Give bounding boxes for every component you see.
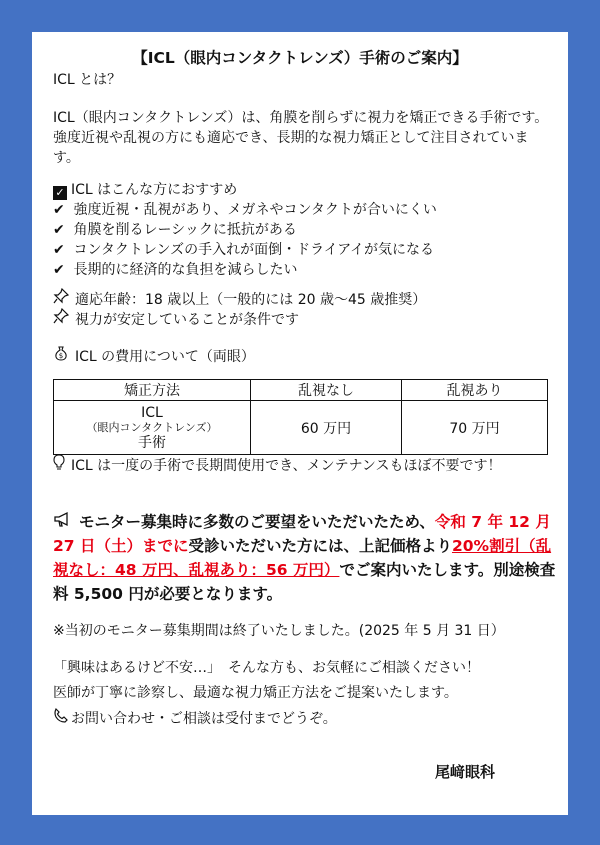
what-is-heading: ICL とは？ (53, 72, 122, 88)
method-cell: ICL （眼内コンタクトレンズ） 手術 (54, 401, 251, 455)
fee-heading: ICL の費用について（両眼） (75, 349, 255, 365)
phone-icon (53, 708, 71, 729)
check-mark-icon: ✔ (53, 222, 65, 238)
list-item: ✔ 長期的に経済的な負担を減らしたい (53, 262, 298, 278)
money-bag-icon (53, 345, 75, 367)
check-box-icon: ✓ (53, 186, 67, 200)
closing-line-2: 医師が丁寧に診察し、最適な視力矯正方法をご提案いたします。 (53, 685, 458, 701)
check-mark-icon: ✔ (53, 202, 65, 218)
intro-paragraph: ICL（眼内コンタクトレンズ）は、角膜を削らずに視力を矯正できる手術です。強度近視や乱視の方にも適応でき、長期的な視力矯正として注目されています。 (53, 110, 549, 166)
note-row (53, 454, 553, 476)
recommend-heading-row (53, 180, 237, 200)
note-text: ICL は一度の手術で長期間使用でき、メンテナンスもほぼ不要です！ (71, 458, 502, 474)
condition-stable: 視力が安定していることが条件です (53, 308, 299, 330)
pushpin-icon (53, 308, 75, 330)
col-header-no-astig: 乱視なし (251, 380, 402, 401)
table-header-row (54, 380, 548, 401)
fee-heading-row (53, 345, 255, 367)
check-mark-icon: ✔ (53, 262, 65, 278)
list-item: ✔ コンタクトレンズの手入れが面倒・ドライアイが気になる (53, 242, 435, 258)
closing-line-3-row: お問い合わせ・ご相談は受付までどうぞ。 (53, 708, 337, 729)
closing-line-1: 「興味はあるけど不安…」 そんな方も、お気軽にご相談ください！ (53, 660, 480, 676)
page-title: 【ICL（眼内コンタクトレンズ）手術のご案内】 (132, 49, 468, 67)
list-item: ✔ 角膜を削るレーシックに抵抗がある (53, 222, 297, 238)
price-no-astig: 60 万円 (251, 401, 402, 455)
check-mark-icon: ✔ (53, 242, 65, 258)
deadline-text: 令和 7 年 12 月 27 日（土）までに (53, 513, 551, 555)
svg-text:$: $ (58, 352, 64, 360)
monitor-end-note: ※当初のモニター募集期間は終了いたしました。(2025 年 5 月 31 日） (53, 623, 505, 639)
hospital-name: 尾﨑眼科 (435, 763, 496, 781)
flyer-page (32, 32, 568, 815)
price-astig: 70 万円 (402, 401, 548, 455)
list-item: ✔ 強度近視・乱視があり、メガネやコンタクトが合いにくい (53, 202, 437, 218)
discount-text: 20%割引（乱視なし：48 万円、乱視あり：56 万円） (53, 537, 552, 579)
condition-age: 適応年齢：18 歳以上（一般的には 20 歳～45 歳推奨） (53, 288, 426, 310)
lightbulb-icon (53, 454, 71, 476)
col-header-astig: 乱視あり (402, 380, 548, 401)
pushpin-icon (53, 288, 75, 310)
campaign-paragraph: モニター募集時に多数のご要望をいただいたため、令和 7 年 12 月 27 日（土）までに受診いただいた方には、上記価格より20%割引（乱視なし：48 万円、乱視あり：56 万円）でご案内いたします。別途検査料 5,500 円が必要となります。 (53, 510, 558, 606)
table-row (54, 401, 548, 455)
col-header-method: 矯正方法 (54, 380, 251, 401)
recommend-heading: ICL はこんな方におすすめ (71, 182, 238, 198)
megaphone-icon (53, 510, 79, 534)
fee-table (53, 379, 548, 455)
